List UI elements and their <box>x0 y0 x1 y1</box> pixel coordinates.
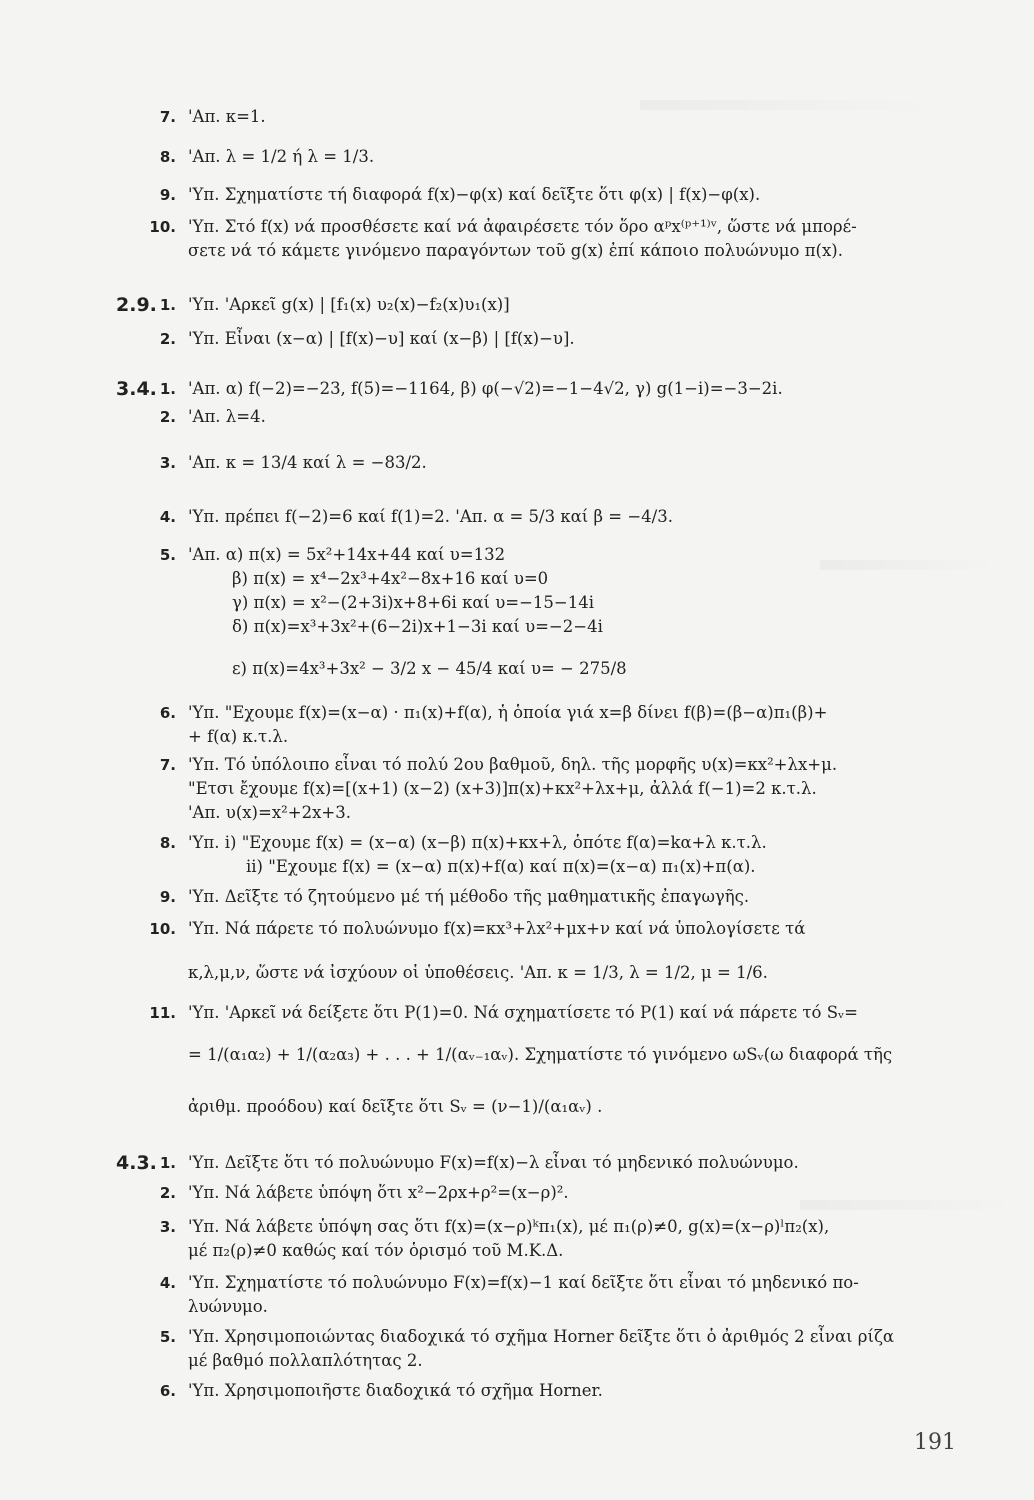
answer-text: 'Υπ. πρέπει f(−2)=6 καί f(1)=2. 'Απ. α = 5/3 καί β = −4/3. <box>188 507 673 526</box>
answer-text: 'Απ. λ = 1/2 ή λ = 1/3. <box>188 147 375 166</box>
section-label: 4.3. <box>116 1152 157 1174</box>
answer-text: 'Απ. λ=4. <box>188 407 266 426</box>
answer-text: 'Απ. α) π(x) = 5x²+14x+44 καί υ=132 <box>188 545 506 564</box>
bleed-through-line <box>640 100 940 110</box>
answer-text: 'Υπ. "Εχουμε f(x)=(x−α) · π₁(x)+f(α), ἡ ὁποία γιά x=β δίνει f(β)=(β−α)π₁(β)+ <box>188 703 828 722</box>
item-number: 10. <box>149 218 176 236</box>
answer-text: 'Υπ. Δεῖξτε τό ζητούμενο μέ τή μέθοδο τῆς μαθηματικῆς ἐπαγωγῆς. <box>188 887 750 906</box>
bleed-through-line <box>800 1200 1020 1210</box>
answer-text: 'Υπ. Τό ὑπόλοιπο εἶναι τό πολύ 2ου βαθμοῦ, δηλ. τῆς μορφῆς υ(x)=κx²+λx+μ. <box>188 755 838 774</box>
item-number: 1. <box>159 296 176 314</box>
item-number: 5. <box>159 1328 176 1346</box>
item-number: 7. <box>159 756 176 774</box>
item-number: 1. <box>159 1154 176 1172</box>
section-label: 2.9. <box>116 294 157 316</box>
item-number: 1. <box>159 380 176 398</box>
answer-text: 'Υπ. Στό f(x) νά προσθέσετε καί νά ἀφαιρέσετε τόν ὅρο αᵖx⁽ᵖ⁺¹⁾ᵛ, ὥστε νά μπορέ- <box>188 217 857 236</box>
item-number: 8. <box>159 834 176 852</box>
answer-text: 'Υπ. i) "Εχουμε f(x) = (x−α) (x−β) π(x)+κx+λ, ὁπότε f(α)=kα+λ κ.τ.λ. <box>188 833 767 852</box>
page-number: 191 <box>914 1430 956 1455</box>
answer-text: 'Απ. κ = 13/4 καί λ = −83/2. <box>188 453 427 472</box>
item-number: 4. <box>159 1274 176 1292</box>
answer-text: 'Υπ. Εἶναι (x−α) | [f(x)−υ] καί (x−β) | [f(x)−υ]. <box>188 329 575 348</box>
answer-text: σετε νά τό κάμετε γινόμενο παραγόντων τοῦ g(x) ἐπί κάποιο πολυώνυμο π(x). <box>188 241 843 260</box>
answer-text: 'Υπ. 'Αρκεῖ g(x) | [f₁(x) υ₂(x)−f₂(x)υ₁(x)] <box>188 295 510 314</box>
answer-text: 'Απ. α) f(−2)=−23, f(5)=−1164, β) φ(−√2)=−1−4√2, γ) g(1−i)=−3−2i. <box>188 379 783 398</box>
answer-text: 'Υπ. Χρησιμοποιώντας διαδοχικά τό σχῆμα Horner δεῖξτε ὅτι ὁ ἀριθμός 2 εἶναι ρίζα <box>188 1327 895 1346</box>
item-number: 6. <box>159 704 176 722</box>
item-number: 2. <box>159 1184 176 1202</box>
item-number: 11. <box>149 1004 176 1022</box>
item-number: 3. <box>159 454 176 472</box>
item-number: 8. <box>159 148 176 166</box>
item-number: 10. <box>149 920 176 938</box>
answer-text: ii) "Εχουμε f(x) = (x−α) π(x)+f(α) καί π(x)=(x−α) π₁(x)+π(α). <box>246 857 756 876</box>
answer-text: 'Απ. κ=1. <box>188 107 266 126</box>
section-label: 3.4. <box>116 378 157 400</box>
answer-text: + f(α) κ.τ.λ. <box>188 727 289 746</box>
answer-text: 'Υπ. Νά λάβετε ὑπόψη ὅτι x²−2ρx+ρ²=(x−ρ)². <box>188 1183 569 1202</box>
item-number: 6. <box>159 1382 176 1400</box>
answer-text: 'Απ. υ(x)=x²+2x+3. <box>188 803 351 822</box>
item-number: 2. <box>159 330 176 348</box>
answer-text: ε) π(x)=4x³+3x² − 3/2 x − 45/4 καί υ= − 275/8 <box>232 659 627 678</box>
answer-text: "Ετσι ἔχουμε f(x)=[(x+1) (x−2) (x+3)]π(x)+κx²+λx+μ, ἀλλά f(−1)=2 κ.τ.λ. <box>188 779 817 798</box>
answer-text: 'Υπ. Νά λάβετε ὑπόψη σας ὅτι f(x)=(x−ρ)ᵏπ₁(x), μέ π₁(ρ)≠0, g(x)=(x−ρ)ˡπ₂(x), <box>188 1217 830 1236</box>
answer-text: 'Υπ. Δεῖξτε ὅτι τό πολυώνυμο F(x)=f(x)−λ εἶναι τό μηδενικό πολυώνυμο. <box>188 1153 799 1172</box>
answer-text: β) π(x) = x⁴−2x³+4x²−8x+16 καί υ=0 <box>232 569 549 588</box>
item-number: 3. <box>159 1218 176 1236</box>
answer-text: 'Υπ. Χρησιμοποιῆστε διαδοχικά τό σχῆμα Horner. <box>188 1381 603 1400</box>
answer-text: γ) π(x) = x²−(2+3i)x+8+6i καί υ=−15−14i <box>232 593 595 612</box>
item-number: 2. <box>159 408 176 426</box>
answer-text: ἀριθμ. προόδου) καί δεῖξτε ὅτι Sᵥ = (ν−1)/(α₁αᵥ) . <box>188 1097 603 1116</box>
answer-text: μέ βαθμό πολλαπλότητας 2. <box>188 1351 423 1370</box>
answer-text: 'Υπ. Σχηματίστε τό πολυώνυμο F(x)=f(x)−1 καί δεῖξτε ὅτι εἶναι τό μηδενικό πο- <box>188 1273 859 1292</box>
answer-text: 'Υπ. Νά πάρετε τό πολυώνυμο f(x)=κx³+λx²+μx+ν καί νά ὑπολογίσετε τά <box>188 919 806 938</box>
item-number: 5. <box>159 546 176 564</box>
answer-text: 'Υπ. 'Αρκεῖ νά δείξετε ὅτι P(1)=0. Νά σχηματίσετε τό P(1) καί νά πάρετε τό Sᵥ= <box>188 1003 858 1022</box>
answer-text: = 1/(α₁α₂) + 1/(α₂α₃) + . . . + 1/(αᵥ₋₁αᵥ). Σχηματίστε τό γινόμενο ωSᵥ(ω διαφορά τῆς <box>188 1045 893 1064</box>
bleed-through-line <box>820 560 1000 570</box>
answer-text: μέ π₂(ρ)≠0 καθώς καί τόν ὁρισμό τοῦ Μ.Κ.Δ. <box>188 1241 564 1260</box>
item-number: 9. <box>159 186 176 204</box>
answer-text: 'Υπ. Σχηματίστε τή διαφορά f(x)−φ(x) καί δεῖξτε ὅτι φ(x) | f(x)−φ(x). <box>188 185 761 204</box>
item-number: 7. <box>159 108 176 126</box>
item-number: 9. <box>159 888 176 906</box>
answer-text: δ) π(x)=x³+3x²+(6−2i)x+1−3i καί υ=−2−4i <box>232 617 603 636</box>
answer-text: λυώνυμο. <box>188 1297 268 1316</box>
item-number: 4. <box>159 508 176 526</box>
answer-text: κ,λ,μ,ν, ὥστε νά ἰσχύουν οἱ ὑποθέσεις. 'Απ. κ = 1/3, λ = 1/2, μ = 1/6. <box>188 963 768 982</box>
